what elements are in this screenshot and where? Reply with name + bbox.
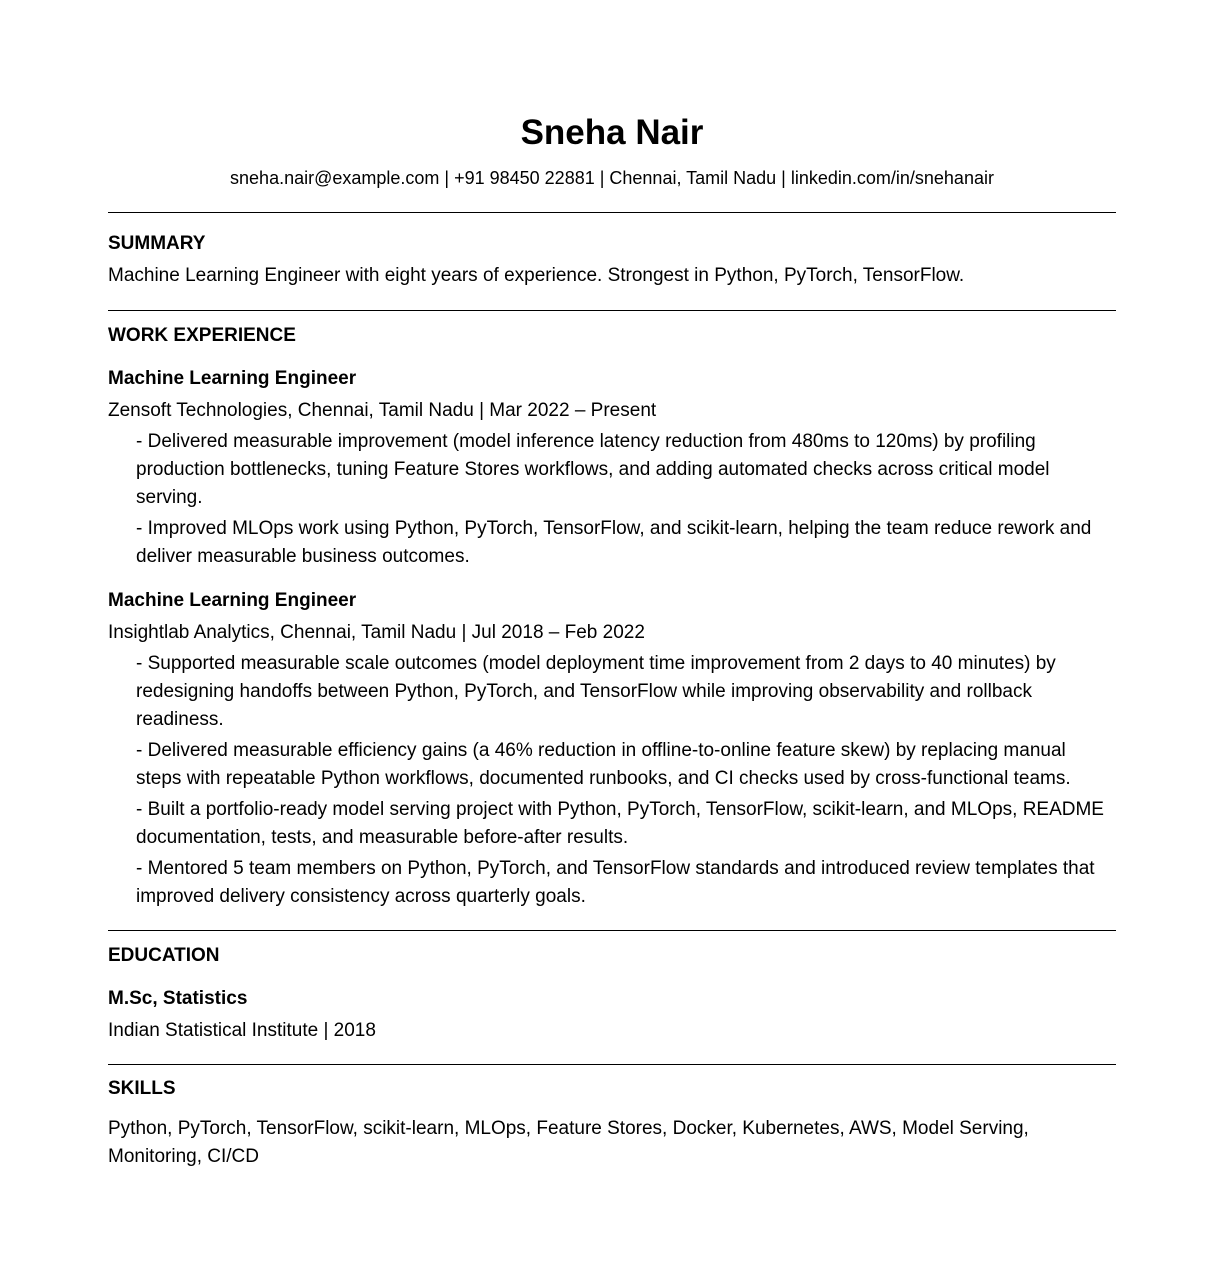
job-bullet: - Improved MLOps work using Python, PyTorch, TensorFlow, and scikit-learn, helping the team reduce rework and deliver measurable business outcomes. <box>136 518 1092 567</box>
job-title: Machine Learning Engineer <box>108 590 357 611</box>
section-divider <box>108 310 1116 311</box>
job-bullets <box>108 428 1116 571</box>
work-experience-heading: WORK EXPERIENCE <box>108 325 296 346</box>
section-divider <box>108 1064 1116 1065</box>
job-company-dates: Zensoft Technologies, Chennai, Tamil Nadu | Mar 2022 – Present <box>108 400 657 421</box>
job-bullet: - Built a portfolio-ready model serving project with Python, PyTorch, TensorFlow, scikit-learn, and MLOps, README documentation, tests, and measurable before-after results. <box>136 799 1104 848</box>
education-heading: EDUCATION <box>108 945 220 966</box>
section-divider <box>108 930 1116 931</box>
degree: M.Sc, Statistics <box>108 988 248 1009</box>
work-experience-section <box>108 325 1116 911</box>
job-title: Machine Learning Engineer <box>108 368 357 389</box>
job-bullet: - Delivered measurable improvement (model inference latency reduction from 480ms to 120ms) by profiling production bottlenecks, tuning Feature Stores workflows, and adding automated checks across critical model serving. <box>136 431 1050 508</box>
job-entry <box>108 367 1116 571</box>
job-bullet: - Delivered measurable efficiency gains (a 46% reduction in offline-to-online feature skew) by replacing manual steps with repeatable Python workflows, documented runbooks, and CI checks used by cross-functional teams. <box>136 740 1071 789</box>
candidate-name: Sneha Nair <box>520 113 704 152</box>
job-bullet: - Mentored 5 team members on Python, PyTorch, and TensorFlow standards and introduced review templates that improved delivery consistency across quarterly goals. <box>136 858 1095 907</box>
job-bullets <box>108 650 1116 911</box>
summary-text: Machine Learning Engineer with eight years of experience. Strongest in Python, PyTorch, TensorFlow. <box>108 265 965 286</box>
school-year: Indian Statistical Institute | 2018 <box>108 1020 376 1041</box>
summary-heading: SUMMARY <box>108 233 206 254</box>
contact-line: sneha.nair@example.com | +91 98450 22881 | Chennai, Tamil Nadu | linkedin.com/in/snehanair <box>230 168 994 188</box>
section-divider <box>108 212 1116 213</box>
summary-section <box>108 233 1116 288</box>
job-entry <box>108 589 1116 911</box>
skills-list: Python, PyTorch, TensorFlow, scikit-learn, MLOps, Feature Stores, Docker, Kubernetes, AWS, Model Serving, Monitoring, CI/CD <box>108 1118 1029 1167</box>
skills-section <box>108 1078 1116 1171</box>
education-section <box>108 945 1116 1043</box>
job-bullet: - Supported measurable scale outcomes (model deployment time improvement from 2 days to 40 minutes) by redesigning handoffs between Python, PyTorch, and TensorFlow while improving observability and rollback readiness. <box>136 653 1056 730</box>
skills-heading: SKILLS <box>108 1078 176 1099</box>
job-company-dates: Insightlab Analytics, Chennai, Tamil Nadu | Jul 2018 – Feb 2022 <box>108 622 645 643</box>
